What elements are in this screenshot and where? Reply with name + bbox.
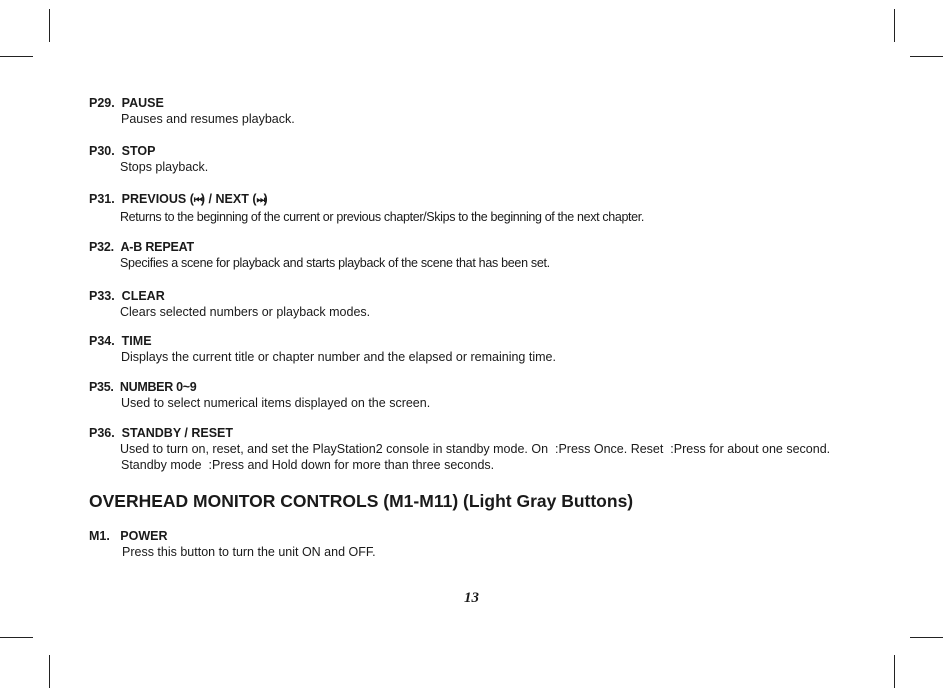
entry-code: P32. — [89, 240, 114, 254]
entry-title-post: ) — [263, 192, 268, 206]
next-icon: ⏭ — [256, 195, 264, 206]
entry-description: Standby mode :Press and Hold down for more than three seconds. — [121, 458, 495, 472]
entry-description: Returns to the beginning of the current or previous chapter/Skips to the beginning of the next chapter. — [120, 210, 645, 224]
crop-mark-top-left-horizontal — [0, 56, 33, 57]
crop-mark-bottom-left-horizontal — [0, 637, 33, 638]
entry-p32 — [89, 239, 550, 271]
entry-title: POWER — [120, 529, 168, 543]
entry-title: TIME — [121, 334, 152, 348]
entry-title: A-B REPEAT — [120, 240, 194, 254]
entry-title: PAUSE — [121, 96, 164, 110]
entry-p34 — [89, 333, 556, 365]
crop-mark-bottom-right-horizontal — [910, 637, 943, 638]
entry-description: Press this button to turn the unit ON and OFF. — [122, 545, 376, 559]
entry-heading — [89, 288, 370, 304]
entry-description: Used to turn on, reset, and set the PlayStation2 console in standby mode. On :Press Once. Reset :Press for about one second. — [120, 442, 831, 456]
entry-title: STOP — [121, 144, 156, 158]
entry-description: Pauses and resumes playback. — [121, 112, 295, 126]
entry-heading — [89, 425, 830, 441]
page-number: 13 — [464, 590, 479, 606]
entry-title: NUMBER 0~9 — [119, 380, 197, 394]
crop-mark-top-right-horizontal — [910, 56, 943, 57]
entry-heading — [89, 143, 208, 159]
entry-p33 — [89, 288, 370, 320]
entry-heading — [89, 95, 295, 111]
entry-title-pre: PREVIOUS ( — [121, 192, 194, 206]
crop-mark-top-right-vertical — [894, 9, 895, 42]
entry-description: Displays the current title or chapter number and the elapsed or remaining time. — [121, 350, 556, 364]
crop-mark-bottom-left-vertical — [49, 655, 50, 688]
entry-code: M1. — [89, 529, 110, 543]
entry-title: STANDBY / RESET — [121, 426, 234, 440]
entry-description: Clears selected numbers or playback modes. — [120, 305, 371, 319]
entry-description: Stops playback. — [120, 160, 209, 174]
entry-p30 — [89, 143, 208, 175]
crop-mark-bottom-right-vertical — [894, 655, 895, 688]
previous-icon: ⏮ — [193, 195, 201, 206]
crop-mark-top-left-vertical — [49, 9, 50, 42]
entry-heading — [89, 239, 550, 255]
entry-code: P29. — [89, 96, 115, 110]
entry-code: P36. — [89, 426, 115, 440]
entry-code: P33. — [89, 289, 115, 303]
entry-title-mid: ) / NEXT ( — [200, 192, 257, 206]
entry-p35 — [89, 379, 430, 411]
entry-p36 — [89, 425, 830, 473]
entry-p31 — [89, 191, 644, 225]
entry-code: P35. — [89, 380, 114, 394]
entry-code: P31. — [89, 192, 115, 206]
entry-heading — [89, 528, 376, 544]
section-title: OVERHEAD MONITOR CONTROLS (M1-M11) (Light Gray Buttons) — [89, 491, 634, 511]
entry-description: Used to select numerical items displayed on the screen. — [121, 396, 431, 410]
entry-description: Specifies a scene for playback and starts playback of the scene that has been set. — [120, 256, 550, 270]
entry-heading — [89, 333, 556, 349]
entry-code: P30. — [89, 144, 115, 158]
entry-title: CLEAR — [121, 289, 165, 303]
entry-code: P34. — [89, 334, 115, 348]
entry-heading — [89, 379, 430, 395]
entry-m1 — [89, 528, 376, 560]
entry-heading — [89, 191, 644, 209]
entry-p29 — [89, 95, 295, 127]
